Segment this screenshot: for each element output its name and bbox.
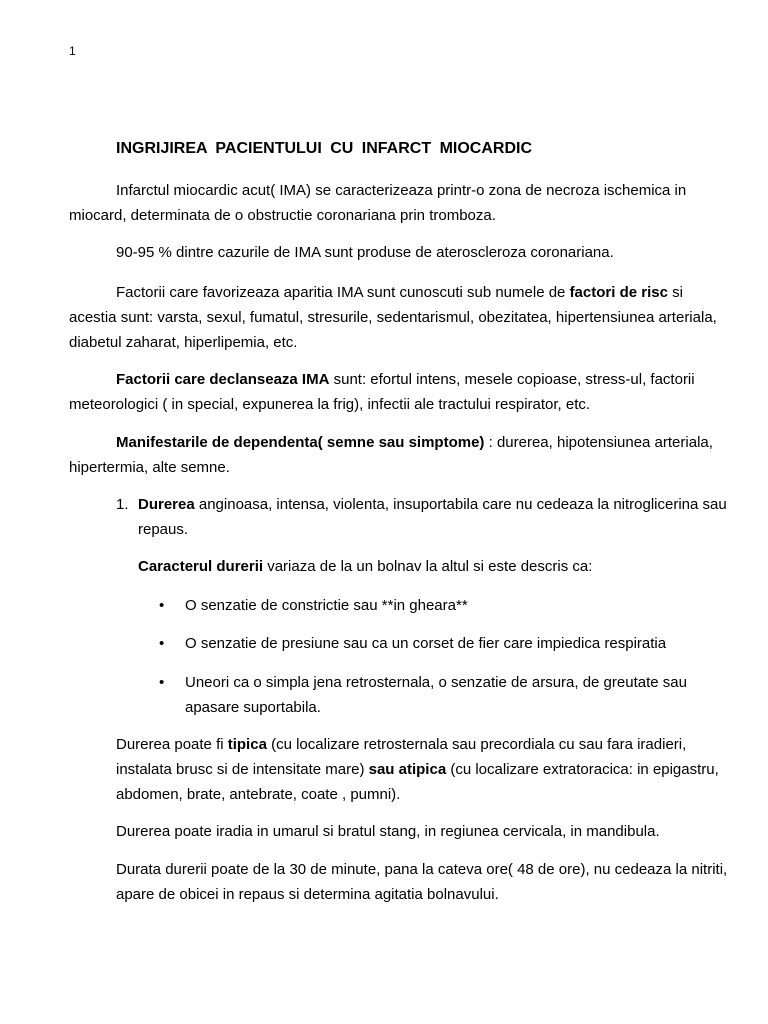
bullet-item: O senzatie de constrictie sau **in gheara**	[185, 597, 468, 614]
manifestations-term: Manifestarile de dependenta( semne sau simptome)	[116, 434, 485, 451]
triggers-term: Factorii care declanseaza IMA	[116, 371, 330, 388]
document-title: INGRIJIREA PACIENTULUI CU INFARCT MIOCARDIC	[116, 140, 532, 157]
manifestations-list: : durerea, hipotensiunea arteriala, hipertermia, alte semne.	[69, 434, 713, 476]
pain-type-atypical: sau atipica	[368, 761, 447, 778]
risk-factors-list: si acestia sunt: varsta, sexul, fumatul, stresurile, sedentarismul, obezitatea, hipertensiunea arteriala, diabetul zaharat, hiperlipemia, etc.	[69, 284, 717, 351]
paragraph-cause: 90-95 % dintre cazurile de IMA sunt produse de ateroscleroza coronariana.	[116, 244, 614, 261]
triggers-list: sunt: efortul intens, mesele copioase, stress-ul, factorii meteorologici ( in special, expunerea la frig), infectii ale tractului respirator, etc.	[69, 371, 695, 413]
risk-factors-intro: Factorii care favorizeaza aparitia IMA sunt cunoscuti sub numele de	[116, 284, 570, 301]
paragraph-pain-type	[116, 732, 728, 807]
bullet-item: Uneori ca o simpla jena retrosternala, o senzatie de arsura, de greutate sau apasare suportabila.	[185, 674, 687, 716]
pain-term: Durerea	[138, 496, 195, 513]
risk-factors-term: factori de risc	[569, 284, 668, 301]
list-item-pain	[138, 492, 728, 542]
pain-type-intro: Durerea poate fi	[116, 736, 228, 753]
paragraph-pain-duration: Durata durerii poate de la 30 de minute, pana la cateva ore( 48 de ore), nu cedeaza la nitriti, apare de obicei in repaus si determina agitatia bolnavului.	[116, 861, 728, 903]
bullet-dot: •	[159, 597, 165, 614]
pain-type-typical-description: (cu localizare retrosternala sau precordiala cu sau fara iradieri, instalata brusc si de intensitate mare)	[116, 736, 687, 778]
bullet-item: O senzatie de presiune sau ca un corset de fier care impiedica respiratia	[185, 635, 667, 652]
pain-type-atypical-description: (cu localizare extratoracica: in epigastru, abdomen, brate, antebrate, coate , pumni).	[116, 761, 719, 803]
list-number: 1.	[116, 496, 129, 513]
paragraph-definition: Infarctul miocardic acut( IMA) se caracterizeaza printr-o zona de necroza ischemica in miocard, determinata de o obstructie coronariana prin tromboza.	[69, 182, 687, 224]
pain-character-term: Caracterul durerii	[138, 558, 264, 575]
pain-description: anginoasa, intensa, violenta, insuportabila care nu cedeaza la nitroglicerina sau repaus.	[138, 496, 727, 538]
paragraph-triggers	[69, 367, 719, 417]
pain-character-description: variaza de la un bolnav la altul si este descris ca:	[263, 558, 593, 575]
paragraph-pain-irradiation: Durerea poate iradia in umarul si bratul stang, in regiunea cervicala, in mandibula.	[116, 823, 660, 840]
paragraph-risk-factors	[69, 280, 719, 355]
paragraph-pain-character	[138, 554, 728, 579]
bullet-dot: •	[159, 635, 165, 652]
page-number: 1	[69, 44, 76, 58]
pain-type-typical: tipica	[227, 736, 267, 753]
bullet-dot: •	[159, 674, 165, 691]
paragraph-manifestations	[69, 430, 719, 480]
